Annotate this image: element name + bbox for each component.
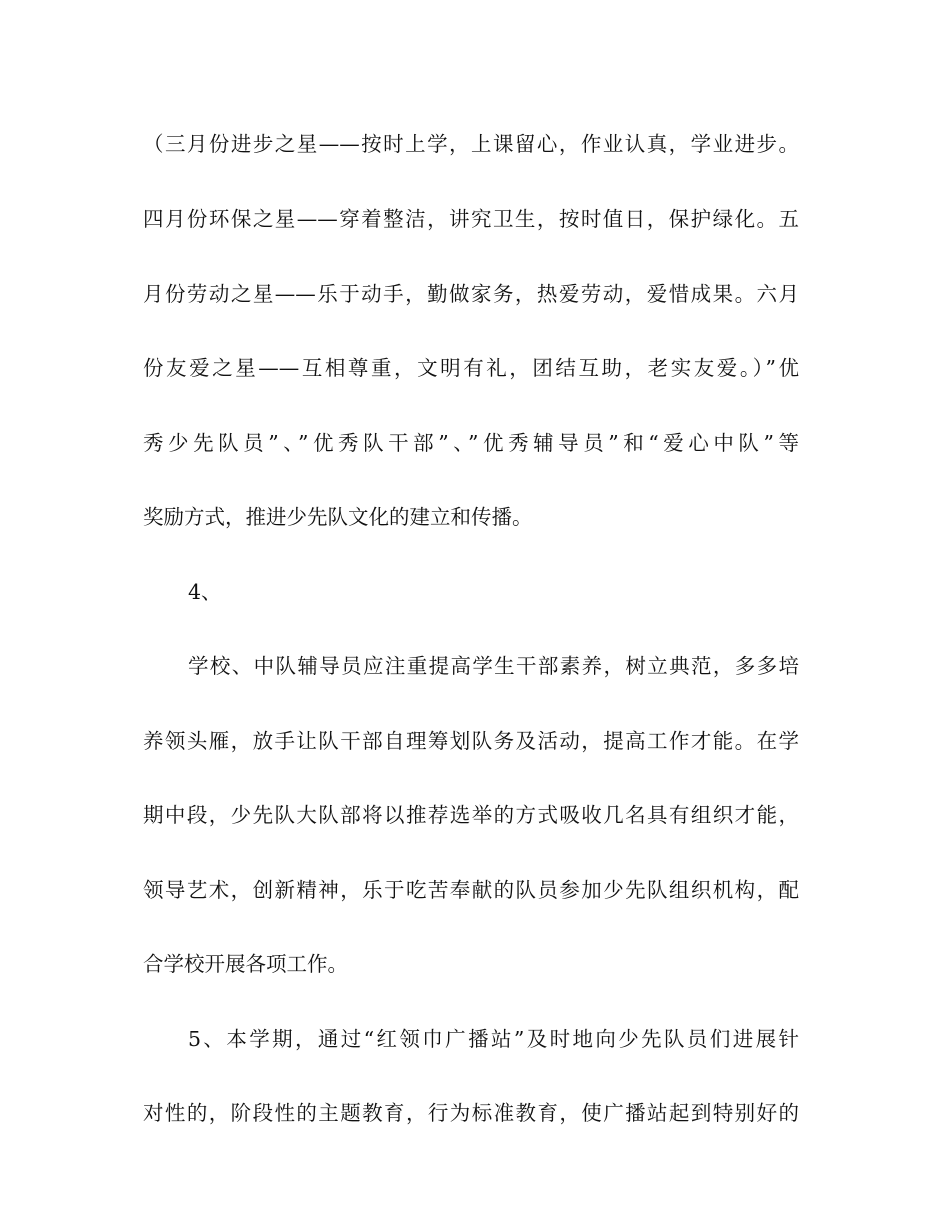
text-line: 对性的，阶段性的主题教育，行为标准教育，使广播站起到特别好的: [143, 1101, 799, 1125]
text-line: 份友爱之星——互相尊重，文明有礼，团结互助，老实友爱。）”优: [143, 356, 799, 380]
text-line: （三月份进步之星——按时上学，上课留心，作业认真，学业进步。: [143, 132, 799, 156]
text-line: 学校、中队辅导员应注重提高学生干部素养，树立典范，多多培: [188, 654, 799, 678]
section-number: 4、: [188, 580, 222, 604]
text-line: 5、本学期，通过“红领巾广播站”及时地向少先队员们进展针: [188, 1027, 799, 1051]
text-line: 四月份环保之星——穿着整洁，讲究卫生，按时值日，保护绿化。五: [143, 207, 799, 231]
text-line: 秀少先队员”、”优秀队干部”、”优秀辅导员”和“爱心中队”等: [143, 431, 799, 455]
text-line: 月份劳动之星——乐于动手，勤做家务，热爱劳动，爱惜成果。六月: [143, 282, 799, 306]
text-line: 养领头雁，放手让队干部自理筹划队务及活动，提高工作才能。在学: [143, 729, 799, 753]
text-line: 领导艺术，创新精神，乐于吃苦奉献的队员参加少先队组织机构，配: [143, 878, 799, 902]
text-line: 奖励方式，推进少先队文化的建立和传播。: [143, 505, 533, 529]
text-line: 合学校开展各项工作。: [143, 952, 348, 976]
text-line: 期中段，少先队大队部将以推荐选举的方式吸收几名具有组织才能，: [143, 803, 799, 827]
